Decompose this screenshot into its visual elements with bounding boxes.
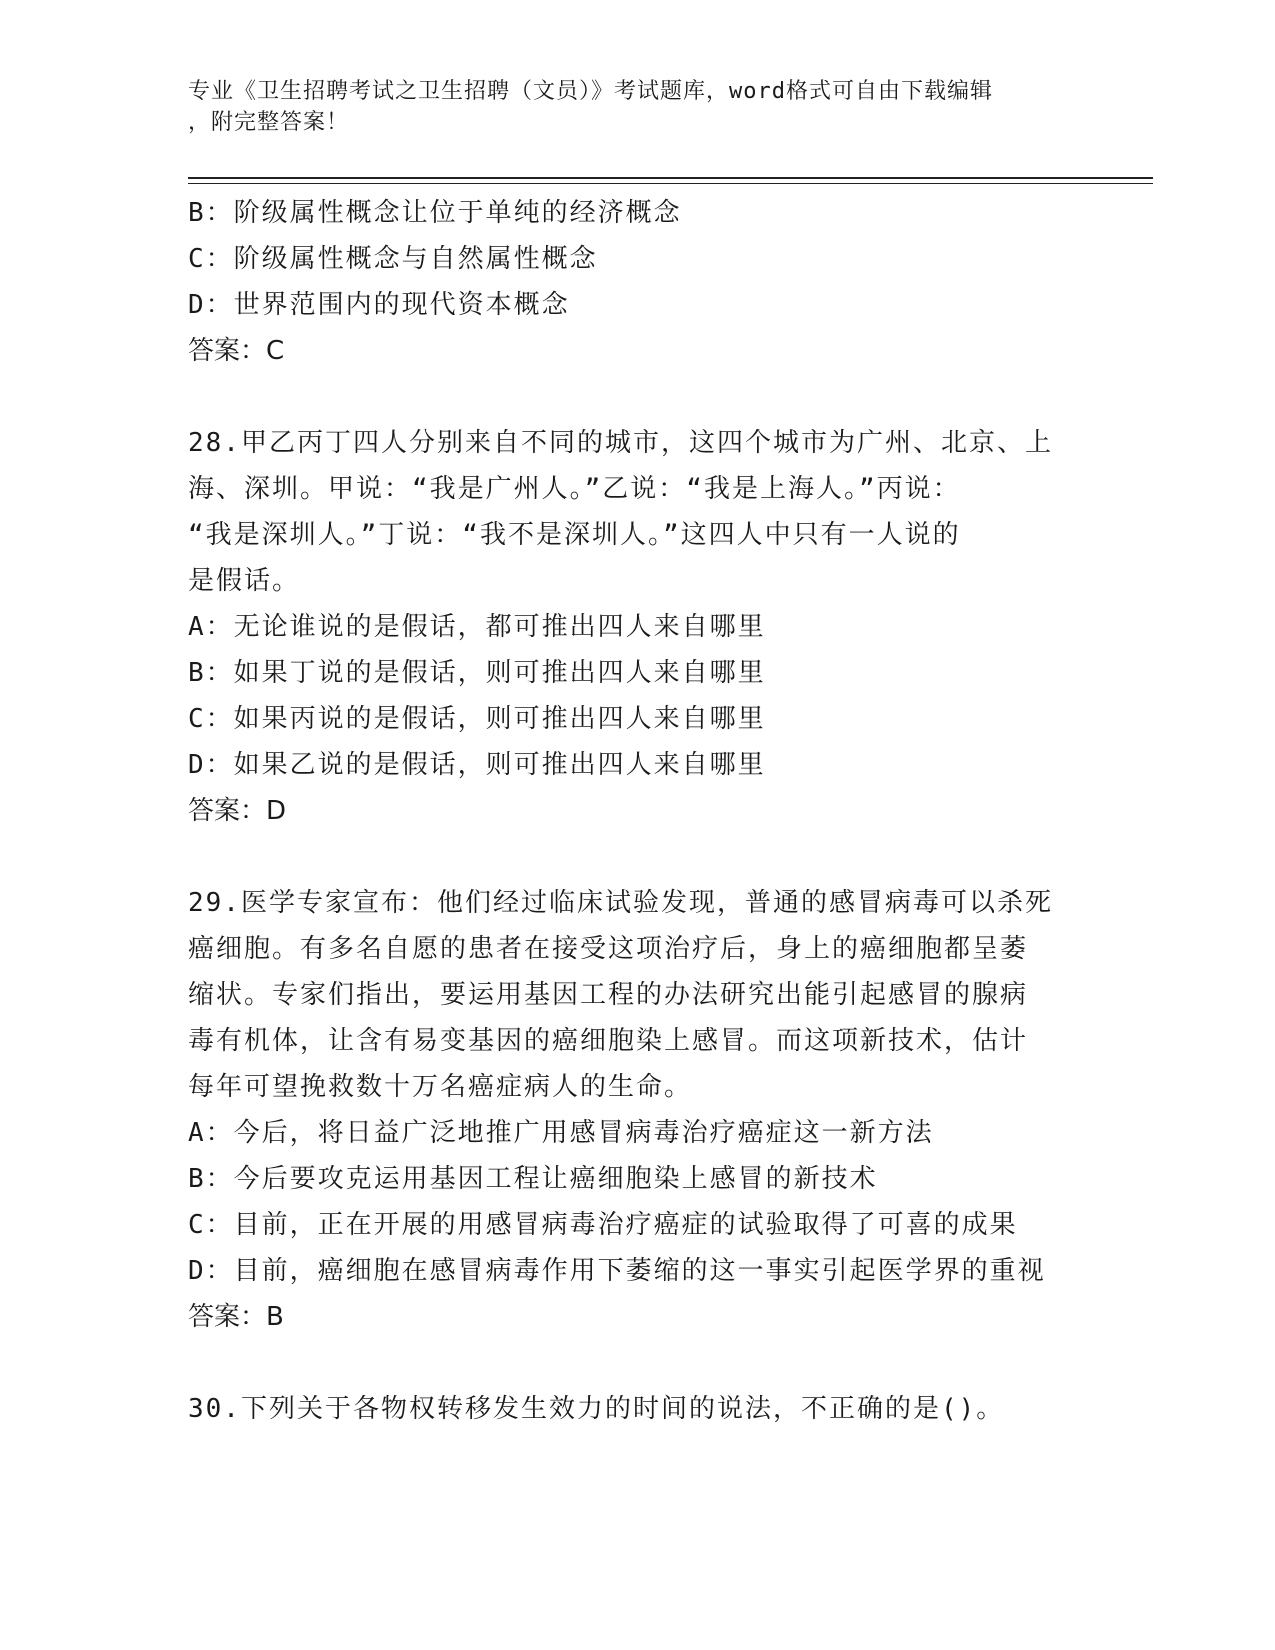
document-header: [188, 76, 1088, 138]
header-line-1: 专业《卫生招聘考试之卫生招聘（文员）》考试题库，word格式可自由下载编辑: [188, 79, 993, 104]
option-a: A：无论谁说的是假话，都可推出四人来自哪里: [188, 612, 766, 642]
question-28: [188, 420, 1088, 834]
answer-line: 答案：D: [188, 796, 287, 826]
question-spacer: [188, 1340, 1088, 1386]
option-d: D：目前，癌细胞在感冒病毒作用下萎缩的这一事实引起医学界的重视: [188, 1256, 1046, 1286]
question-27: [188, 190, 1088, 374]
question-stem-line: 是假话。: [188, 566, 301, 596]
question-spacer: [188, 834, 1088, 880]
question-content: [188, 190, 1088, 1432]
question-spacer: [188, 374, 1088, 420]
question-stem-line: 每年可望挽救数十万名癌症病人的生命。: [188, 1072, 693, 1102]
option-b: B：今后要攻克运用基因工程让癌细胞染上感冒的新技术: [188, 1164, 878, 1194]
option-c: C：目前，正在开展的用感冒病毒治疗癌症的试验取得了可喜的成果: [188, 1210, 1018, 1240]
header-divider-thick: [188, 177, 1153, 179]
question-stem-line: “我是深圳人。”丁说：“我不是深圳人。”这四人中只有一人说的: [188, 520, 961, 550]
question-stem-line: 海、深圳。甲说：“我是广州人。”乙说：“我是上海人。”丙说：: [188, 474, 961, 504]
answer-line: 答案：C: [188, 336, 285, 366]
question-30: [188, 1386, 1088, 1432]
question-stem-line: 28.甲乙丙丁四人分别来自不同的城市，这四个城市为广州、北京、上: [188, 428, 1053, 458]
question-stem-line: 癌细胞。有多名自愿的患者在接受这项治疗后，身上的癌细胞都呈萎: [188, 934, 1029, 964]
answer-line: 答案：B: [188, 1302, 284, 1332]
option-b: B：阶级属性概念让位于单纯的经济概念: [188, 198, 682, 228]
option-c: C：如果丙说的是假话，则可推出四人来自哪里: [188, 704, 766, 734]
question-stem-line: 毒有机体，让含有易变基因的癌细胞染上感冒。而这项新技术，估计: [188, 1026, 1029, 1056]
option-b: B：如果丁说的是假话，则可推出四人来自哪里: [188, 658, 766, 688]
option-a: A：今后，将日益广泛地推广用感冒病毒治疗癌症这一新方法: [188, 1118, 934, 1148]
question-stem-line: 缩状。专家们指出，要运用基因工程的办法研究出能引起感冒的腺病: [188, 980, 1029, 1010]
header-line-2: ，附完整答案！: [188, 110, 350, 135]
option-d: D：世界范围内的现代资本概念: [188, 290, 570, 320]
option-c: C：阶级属性概念与自然属性概念: [188, 244, 598, 274]
question-stem-line: 29.医学专家宣布：他们经过临床试验发现，普通的感冒病毒可以杀死: [188, 888, 1053, 918]
question-29: [188, 880, 1088, 1340]
question-stem-line: 30.下列关于各物权转移发生效力的时间的说法，不正确的是()。: [188, 1394, 1005, 1424]
option-d: D：如果乙说的是假话，则可推出四人来自哪里: [188, 750, 766, 780]
header-divider-thin: [188, 183, 1153, 184]
